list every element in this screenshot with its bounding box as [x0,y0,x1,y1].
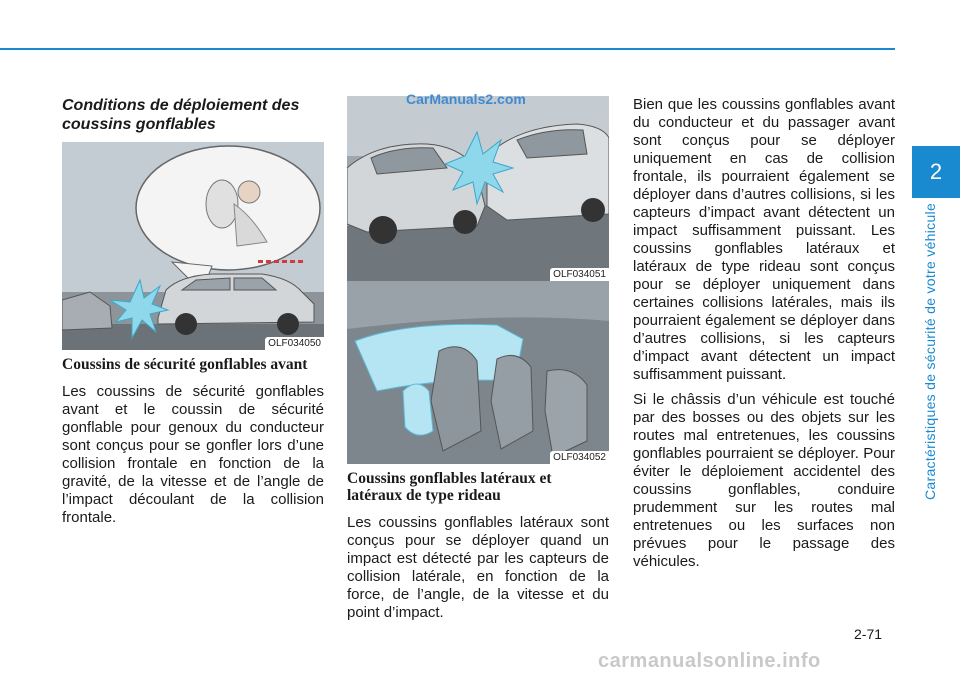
figure-frontal-collision [62,142,324,350]
figure-code: OLF034052 [550,451,609,464]
paragraph: Les coussins de sécurité gonflables avant et le coussin de sécurité gonflable pour genoux du conducteur sont conçus pour se gonfler lors d’une collision frontale en fonction de la gravité, de la vitesse et de l’angle de l’impact découlant de la collision frontale. [62,383,324,526]
header-rule [0,48,895,50]
chapter-tab [912,146,960,198]
chapter-side-title [900,202,960,515]
figure-curtain-airbag [347,281,609,464]
page-number: 2-71 [854,626,883,642]
body-text [62,383,324,527]
watermark-bottom: carmanualsonline.info [598,650,821,672]
chapter-number: 2 [929,159,943,184]
side-collision-illustration [347,96,609,281]
column-1-body [62,356,324,534]
figure-side-collision [347,96,609,281]
figure-code: OLF034050 [265,337,324,350]
frontal-collision-illustration [62,142,324,350]
column-3 [633,96,895,578]
paragraph: Bien que les coussins gonflables avant du conducteur et du passager avant sont conçus pour se déployer uniquement en cas de collision frontale, ils pourraient également se déployer dans d’autres collisions, si les capteurs d’impact avant détectent un impact suffisamment puissant. Les coussins gonflables latéraux et latéraux de type rideau sont conçus pour se déployer uniquement dans certaines collisions latérales, mais ils pourraient également se déployer dans d’autres collisions, si les capteurs d’impact avant détectent un impact suffisamment puissant. [633,96,895,383]
subsection-heading: Coussins de sécurité gonflables avant [62,356,308,373]
subsection-heading: Coussins gonflables latéraux et latéraux de type rideau [347,470,552,504]
chapter-title: Caractéristiques de sécurité de votre véhicule [922,202,938,500]
column-1 [62,96,324,134]
body-text [633,96,895,571]
body-text [347,514,609,622]
paragraph: Si le châssis d’un véhicule est touché par des bosses ou des objets sur les routes mal entretenues, les coussins gonflables pourraient se déployer. Pour éviter le déploiement accidentel des coussins gonflables, conduire prudemment sur les routes mal entretenues ou les surfaces non prévues pour le passage des véhicules. [633,391,895,570]
paragraph: Les coussins gonflables latéraux sont conçus pour se déployer quand un impact est détecté par les capteurs de collision latérale, en fonction de la force, de l’angle, de la vitesse et du point d’impact. [347,514,609,621]
column-2-body [347,470,609,629]
watermark-top: CarManuals2.com [406,91,526,107]
section-heading: Conditions de déploiement des coussins gonflables [62,97,300,133]
figure-code: OLF034051 [550,268,609,281]
curtain-airbag-illustration [347,281,609,464]
